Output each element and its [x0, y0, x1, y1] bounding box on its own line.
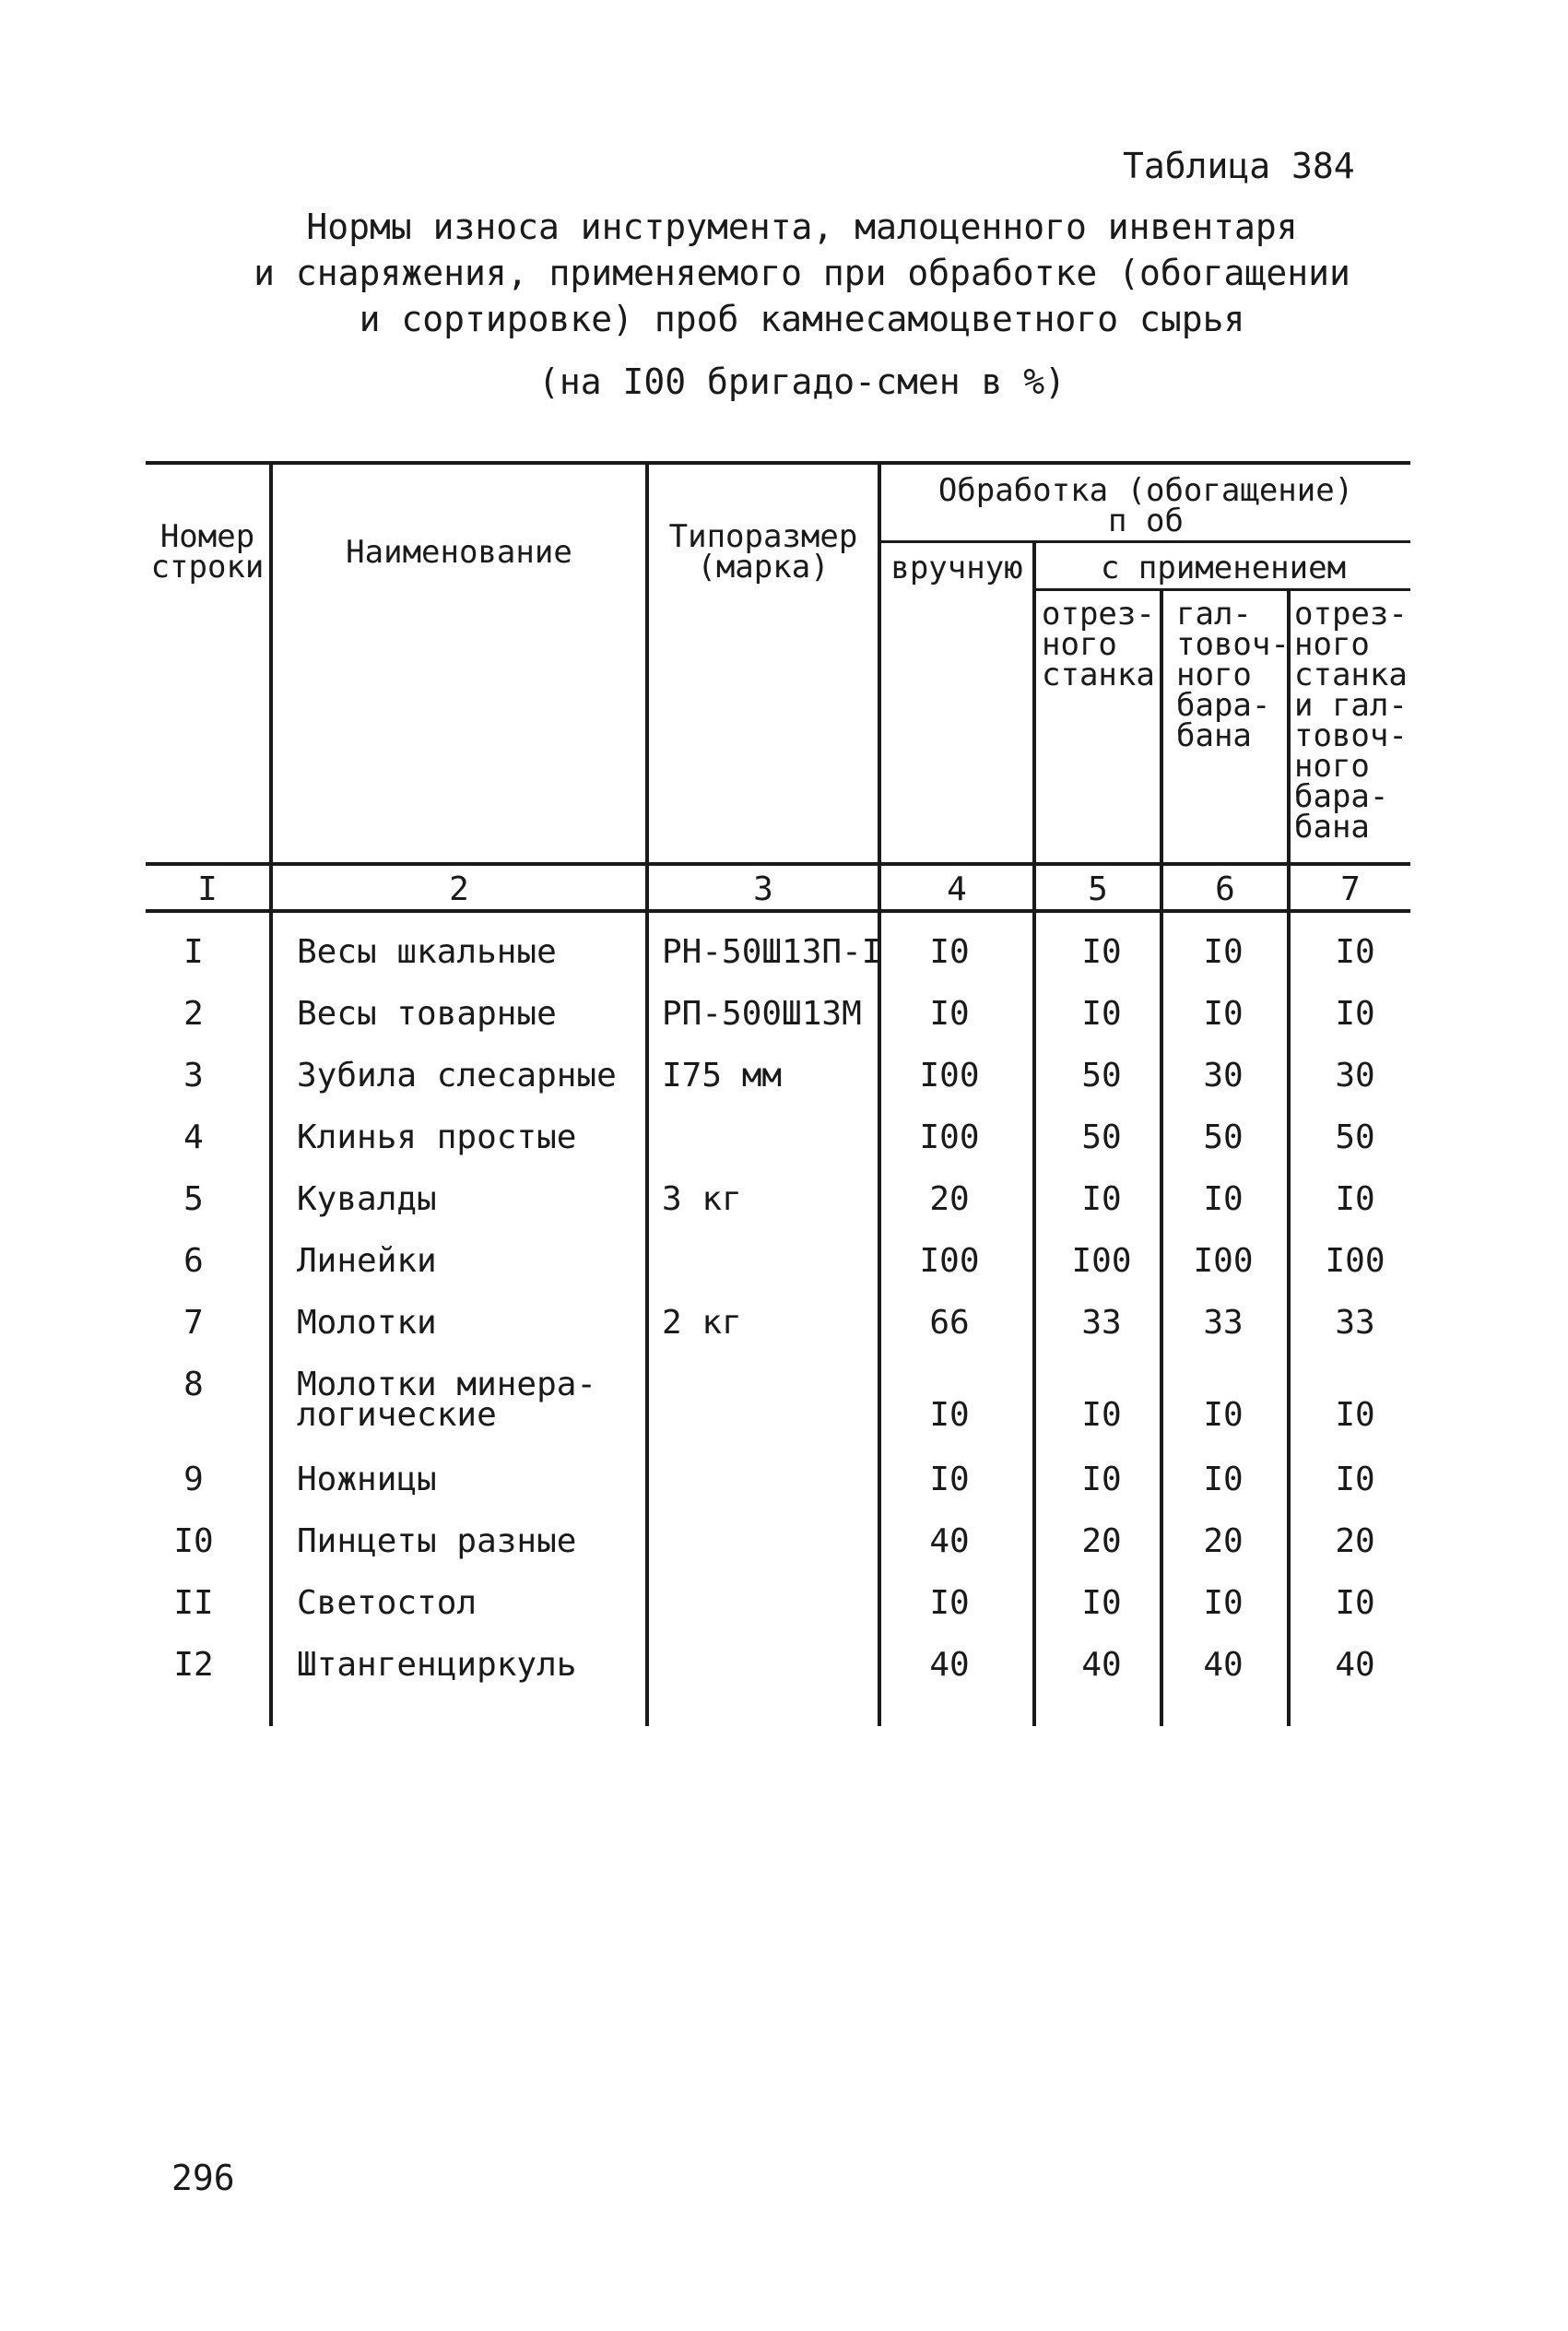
- item-size: РН-50Ш13П-I: [662, 933, 882, 971]
- norm-tumbling-drum: 30: [1203, 1057, 1244, 1095]
- table-title-line-2: и снаряжения, применяемого при обработке (обогащении: [253, 253, 1350, 293]
- column-divider-2: [645, 461, 649, 1726]
- header-cutting-machine: отрез- ного станка: [1042, 596, 1155, 693]
- item-name: Молотки минера- логические: [297, 1366, 597, 1434]
- item-name: Линейки: [297, 1242, 437, 1280]
- norm-cutting-and-tumbling: 40: [1335, 1646, 1375, 1684]
- header-size: Типоразмер (марка): [668, 518, 858, 586]
- table-top-rule: [146, 461, 1410, 465]
- norm-cutting-and-tumbling: I0: [1335, 995, 1375, 1033]
- norm-manual: 40: [929, 1522, 970, 1560]
- norm-manual: I0: [929, 1396, 970, 1434]
- page-number: 296: [171, 2158, 235, 2198]
- norm-tumbling-drum: I0: [1203, 995, 1244, 1033]
- norm-cutting-machine: 50: [1081, 1057, 1122, 1095]
- column-divider-3: [878, 461, 881, 1726]
- column-divider-4: [1032, 543, 1036, 1726]
- row-number: 8: [183, 1366, 204, 1403]
- norm-tumbling-drum: 40: [1203, 1646, 1244, 1684]
- norm-cutting-machine: 33: [1081, 1304, 1122, 1342]
- norm-cutting-machine: I0: [1081, 1584, 1122, 1622]
- norm-cutting-machine: I0: [1081, 933, 1122, 971]
- header-manual: вручную: [890, 550, 1023, 586]
- row-number: 7: [183, 1304, 204, 1342]
- norm-tumbling-drum: I0: [1203, 1180, 1244, 1218]
- norm-tumbling-drum: I0: [1203, 1461, 1244, 1498]
- item-size: РП-500Ш13М: [662, 995, 862, 1033]
- norm-cutting-and-tumbling: I0: [1335, 1396, 1375, 1434]
- header-cutting-and-tumbling: отрез- ного станка и гал- товоч- ного бара- бана: [1294, 596, 1408, 846]
- row-number: I0: [173, 1522, 214, 1560]
- norm-cutting-machine: I00: [1071, 1242, 1132, 1280]
- norm-cutting-machine: I0: [1081, 995, 1122, 1033]
- row-number: 2: [183, 995, 204, 1033]
- item-name: Светостол: [297, 1584, 477, 1622]
- with-use-header-rule: [1034, 588, 1410, 591]
- norm-tumbling-drum: I00: [1193, 1242, 1254, 1280]
- norm-tumbling-drum: I0: [1203, 933, 1244, 971]
- row-number: 4: [183, 1118, 204, 1156]
- item-name: Клинья простые: [297, 1118, 577, 1156]
- processing-header-rule: [878, 540, 1410, 543]
- item-size: 2 кг: [662, 1304, 742, 1342]
- row-number: II: [173, 1584, 214, 1622]
- row-number: 9: [183, 1461, 204, 1498]
- norm-cutting-and-tumbling: I0: [1335, 1180, 1375, 1218]
- table-subtitle: (на I00 бригадо-смен в %): [538, 361, 1066, 402]
- table-label: Таблица 384: [1123, 146, 1355, 186]
- norm-tumbling-drum: 20: [1203, 1522, 1244, 1560]
- norm-manual: I0: [929, 1584, 970, 1622]
- norm-cutting-and-tumbling: 50: [1335, 1118, 1375, 1156]
- norm-manual: 66: [929, 1304, 970, 1342]
- column-divider-1: [269, 461, 273, 1726]
- norm-cutting-machine: I0: [1081, 1180, 1122, 1218]
- row-number: 3: [183, 1057, 204, 1095]
- norm-manual: I00: [919, 1118, 980, 1156]
- header-tumbling-drum: гал- товоч- ного бара- бана: [1176, 596, 1290, 754]
- norm-cutting-machine: 40: [1081, 1646, 1122, 1684]
- row-number: 5: [183, 1180, 204, 1218]
- norm-cutting-machine: I0: [1081, 1396, 1122, 1434]
- norm-cutting-and-tumbling: I0: [1335, 1461, 1375, 1498]
- norm-cutting-machine: I0: [1081, 1461, 1122, 1498]
- norm-tumbling-drum: I0: [1203, 1396, 1244, 1434]
- norm-manual: I0: [929, 1461, 970, 1498]
- row-number: I: [183, 933, 204, 971]
- column-number-4: 4: [947, 870, 967, 908]
- header-processing: Обработка (обогащение) п об: [937, 472, 1354, 539]
- row-number: 6: [183, 1242, 204, 1280]
- column-number-3: 3: [753, 870, 773, 908]
- norm-cutting-and-tumbling: I0: [1335, 933, 1375, 971]
- norm-cutting-and-tumbling: I00: [1325, 1242, 1385, 1280]
- header-bottom-rule: [146, 862, 1410, 866]
- item-size: I75 мм: [662, 1057, 783, 1095]
- norm-cutting-and-tumbling: 30: [1335, 1057, 1375, 1095]
- header-with-use: с применением: [1100, 550, 1347, 586]
- norm-cutting-and-tumbling: I0: [1335, 1584, 1375, 1622]
- item-name: Ножницы: [297, 1461, 437, 1498]
- item-name: Молотки: [297, 1304, 437, 1342]
- item-name: Весы товарные: [297, 995, 557, 1033]
- norm-manual: I0: [929, 933, 970, 971]
- header-row-number: Номер строки: [150, 518, 265, 586]
- norm-cutting-machine: 20: [1081, 1522, 1122, 1560]
- item-name: Кувалды: [297, 1180, 437, 1218]
- column-number-1: I: [197, 870, 218, 908]
- row-number: I2: [173, 1646, 214, 1684]
- norm-manual: I00: [919, 1242, 980, 1280]
- column-number-2: 2: [449, 870, 469, 908]
- norm-manual: 20: [929, 1180, 970, 1218]
- column-number-6: 6: [1215, 870, 1235, 908]
- column-number-7: 7: [1340, 870, 1361, 908]
- column-numbers-rule: [146, 909, 1410, 913]
- item-name: Весы шкальные: [297, 933, 557, 971]
- item-name: Штангенциркуль: [297, 1646, 577, 1684]
- norm-cutting-and-tumbling: 20: [1335, 1522, 1375, 1560]
- norm-tumbling-drum: I0: [1203, 1584, 1244, 1622]
- norm-manual: I0: [929, 995, 970, 1033]
- column-number-5: 5: [1088, 870, 1108, 908]
- norm-cutting-and-tumbling: 33: [1335, 1304, 1375, 1342]
- item-name: Пинцеты разные: [297, 1522, 577, 1560]
- norm-cutting-machine: 50: [1081, 1118, 1122, 1156]
- table-title-line-3: и сортировке) проб камнесамоцветного сырья: [359, 299, 1245, 339]
- table-title-line-1: Нормы износа инструмента, малоценного инвентаря: [306, 207, 1298, 247]
- norm-tumbling-drum: 50: [1203, 1118, 1244, 1156]
- header-name: Наименование: [346, 534, 572, 571]
- item-name: Зубила слесарные: [297, 1057, 617, 1095]
- norm-tumbling-drum: 33: [1203, 1304, 1244, 1342]
- norm-manual: I00: [919, 1057, 980, 1095]
- item-size: 3 кг: [662, 1180, 742, 1218]
- norm-manual: 40: [929, 1646, 970, 1684]
